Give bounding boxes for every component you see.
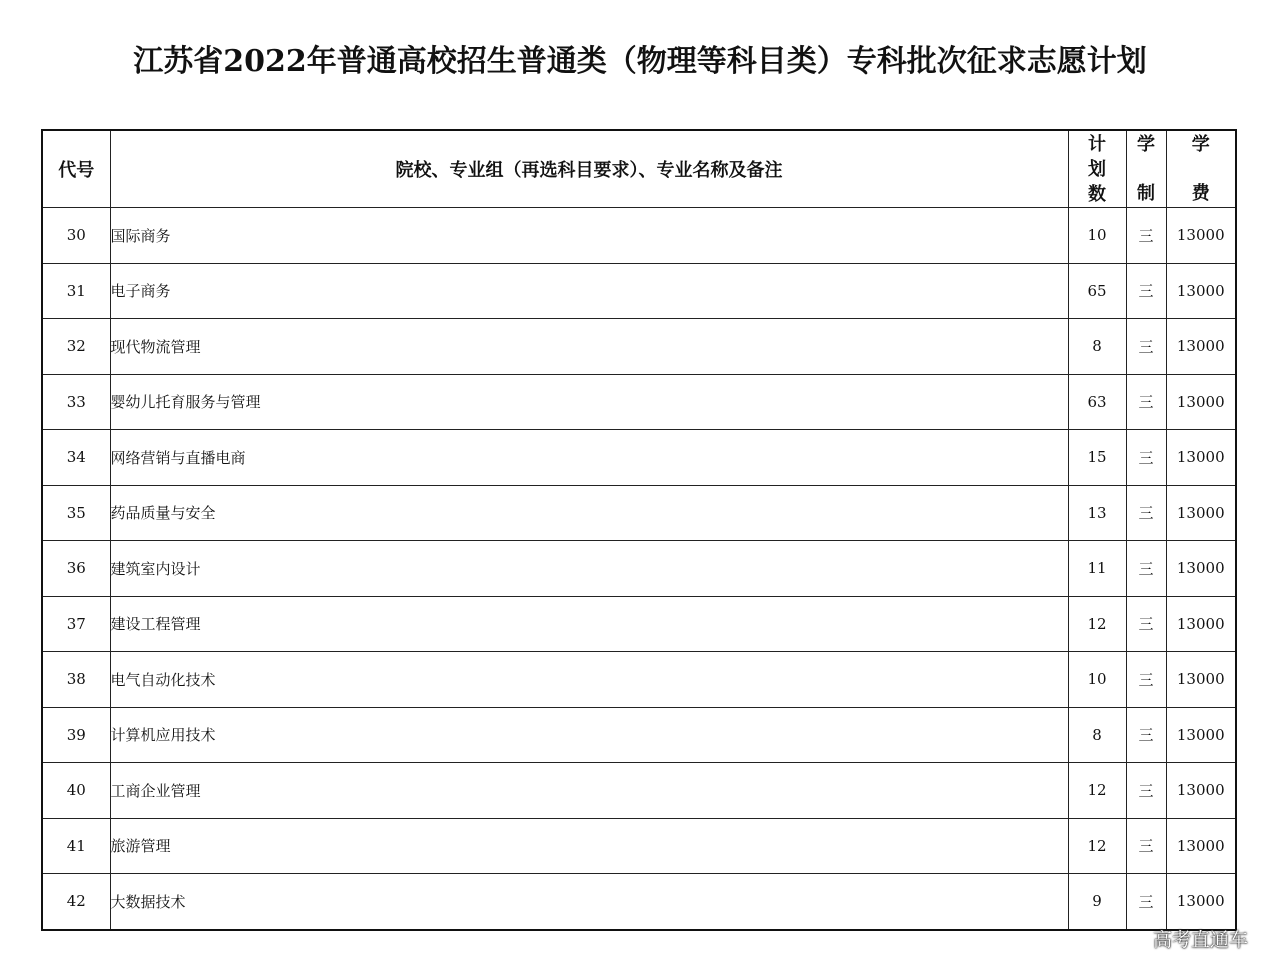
- row-code: 35: [42, 485, 110, 541]
- row-major-name: 工商企业管理: [110, 763, 1068, 819]
- header-plan-count-char: 计: [1088, 134, 1106, 155]
- table-row: [42, 818, 1236, 874]
- row-code: 42: [42, 874, 110, 930]
- row-plan-count: 8: [1068, 707, 1126, 763]
- row-code: 30: [42, 208, 110, 264]
- row-fee: 13000: [1166, 430, 1236, 486]
- header-plan-count: [1068, 130, 1126, 208]
- row-code: 36: [42, 541, 110, 597]
- row-duration: 三: [1126, 319, 1166, 375]
- table-row: [42, 319, 1236, 375]
- header-code: 代号: [42, 130, 110, 208]
- header-fee: [1166, 130, 1236, 208]
- row-code: 41: [42, 818, 110, 874]
- table-row: [42, 485, 1236, 541]
- table-row: [42, 652, 1236, 708]
- row-major-name: 国际商务: [110, 208, 1068, 264]
- table-row: [42, 208, 1236, 264]
- header-duration-char: 制: [1137, 183, 1155, 204]
- row-code: 39: [42, 707, 110, 763]
- page-title: 江苏省2022年普通高校招生普通类（物理等科目类）专科批次征求志愿计划: [133, 44, 1147, 79]
- row-code: 31: [42, 263, 110, 319]
- row-fee: 13000: [1166, 763, 1236, 819]
- row-major-name: 建设工程管理: [110, 596, 1068, 652]
- table-row: [42, 374, 1236, 430]
- header-fee-char: 学: [1191, 134, 1210, 155]
- table-row: [42, 763, 1236, 819]
- row-major-name: 现代物流管理: [110, 319, 1068, 375]
- row-duration: 三: [1126, 874, 1166, 930]
- row-major-name: 电气自动化技术: [110, 652, 1068, 708]
- row-fee: 13000: [1166, 263, 1236, 319]
- row-major-name: 计算机应用技术: [110, 707, 1068, 763]
- row-fee: 13000: [1166, 874, 1236, 930]
- table-row: [42, 707, 1236, 763]
- row-fee: 13000: [1166, 596, 1236, 652]
- table-row: [42, 541, 1236, 597]
- table-row: [42, 596, 1236, 652]
- row-plan-count: 11: [1068, 541, 1126, 597]
- table-row: [42, 874, 1236, 930]
- enrollment-plan-table: [41, 129, 1237, 931]
- row-duration: 三: [1126, 430, 1166, 486]
- row-plan-count: 15: [1068, 430, 1126, 486]
- row-duration: 三: [1126, 596, 1166, 652]
- row-plan-count: 65: [1068, 263, 1126, 319]
- row-plan-count: 63: [1068, 374, 1126, 430]
- row-major-name: 药品质量与安全: [110, 485, 1068, 541]
- row-code: 38: [42, 652, 110, 708]
- header-plan-count-char: 数: [1088, 184, 1106, 205]
- table-row: [42, 430, 1236, 486]
- row-major-name: 大数据技术: [110, 874, 1068, 930]
- table-body: [42, 208, 1236, 930]
- row-fee: 13000: [1166, 485, 1236, 541]
- row-plan-count: 9: [1068, 874, 1126, 930]
- row-code: 37: [42, 596, 110, 652]
- header-description: 院校、专业组（再选科目要求）、专业名称及备注: [110, 130, 1068, 208]
- row-plan-count: 12: [1068, 763, 1126, 819]
- row-fee: 13000: [1166, 374, 1236, 430]
- row-duration: 三: [1126, 707, 1166, 763]
- row-plan-count: 13: [1068, 485, 1126, 541]
- row-code: 34: [42, 430, 110, 486]
- row-major-name: 电子商务: [110, 263, 1068, 319]
- row-duration: 三: [1126, 263, 1166, 319]
- row-plan-count: 10: [1068, 208, 1126, 264]
- row-duration: 三: [1126, 374, 1166, 430]
- table-header-row: [42, 130, 1236, 208]
- row-plan-count: 8: [1068, 319, 1126, 375]
- row-duration: 三: [1126, 763, 1166, 819]
- row-duration: 三: [1126, 652, 1166, 708]
- row-major-name: 旅游管理: [110, 818, 1068, 874]
- row-code: 32: [42, 319, 110, 375]
- header-duration-char: 学: [1137, 134, 1155, 155]
- table-row: [42, 263, 1236, 319]
- row-duration: 三: [1126, 208, 1166, 264]
- row-fee: 13000: [1166, 818, 1236, 874]
- row-duration: 三: [1126, 485, 1166, 541]
- row-duration: 三: [1126, 818, 1166, 874]
- row-fee: 13000: [1166, 208, 1236, 264]
- row-fee: 13000: [1166, 541, 1236, 597]
- row-duration: 三: [1126, 541, 1166, 597]
- row-fee: 13000: [1166, 652, 1236, 708]
- header-duration: [1126, 130, 1166, 208]
- watermark: 高考直通车: [1152, 929, 1248, 951]
- row-major-name: 建筑室内设计: [110, 541, 1068, 597]
- row-plan-count: 10: [1068, 652, 1126, 708]
- row-major-name: 婴幼儿托育服务与管理: [110, 374, 1068, 430]
- header-fee-char: 费: [1191, 183, 1210, 204]
- row-code: 33: [42, 374, 110, 430]
- row-plan-count: 12: [1068, 818, 1126, 874]
- header-plan-count-char: 划: [1088, 159, 1106, 180]
- row-code: 40: [42, 763, 110, 819]
- row-fee: 13000: [1166, 319, 1236, 375]
- row-plan-count: 12: [1068, 596, 1126, 652]
- row-fee: 13000: [1166, 707, 1236, 763]
- row-major-name: 网络营销与直播电商: [110, 430, 1068, 486]
